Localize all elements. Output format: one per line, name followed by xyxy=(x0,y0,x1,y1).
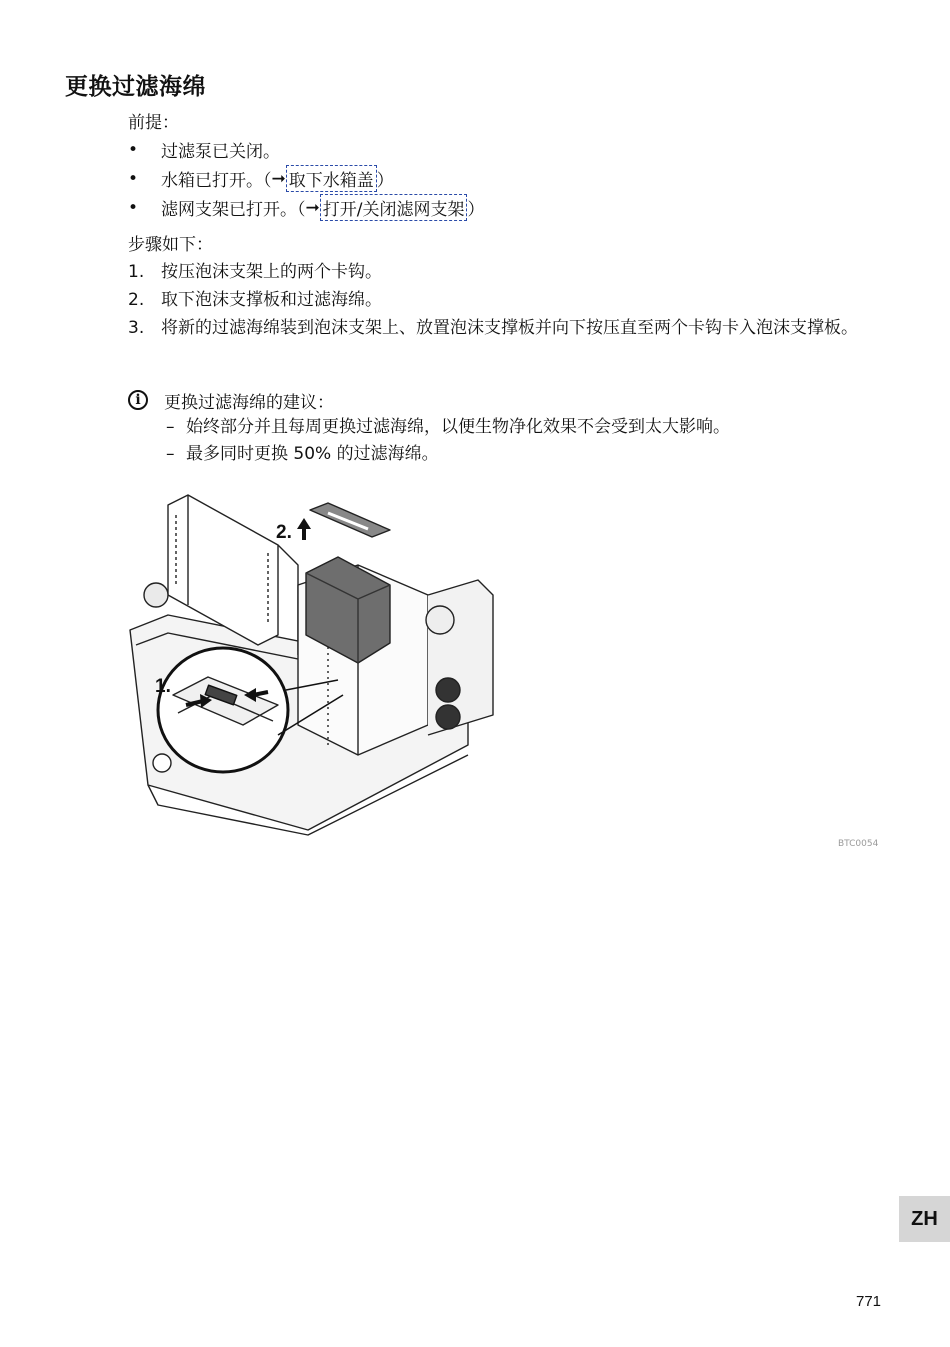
list-item xyxy=(128,135,484,164)
list-item-text: 水箱已打开。（ xyxy=(161,171,272,191)
step-1-label: 1. xyxy=(155,676,171,697)
page-title: 更换过滤海绵 xyxy=(65,74,206,100)
step-number: 2. xyxy=(128,290,145,310)
dash-icon: – xyxy=(166,417,175,437)
note-heading: 更换过滤海绵的建议： xyxy=(164,392,334,413)
step-item xyxy=(128,258,898,286)
tip-note xyxy=(128,386,888,468)
list-item-text: 滤网支架已打开。（ xyxy=(161,200,306,220)
link-remove-tank-cover[interactable]: 取下水箱盖 xyxy=(286,165,377,192)
note-item-text: 最多同时更换 50% 的过滤海绵。 xyxy=(186,444,439,464)
arrow-icon: ➞ xyxy=(271,168,286,189)
language-tab: ZH xyxy=(899,1196,950,1242)
step-number: 3. xyxy=(128,318,145,338)
prereq-label: 前提： xyxy=(128,113,179,133)
filter-replacement-illustration xyxy=(128,485,508,840)
note-item xyxy=(166,441,888,468)
note-item-text: 始终部分并且每周更换过滤海绵，以便生物净化效果不会受到太大影响。 xyxy=(186,417,730,437)
prereq-list xyxy=(128,135,484,222)
list-item xyxy=(128,164,484,193)
bullet-icon: • xyxy=(128,168,139,189)
info-icon: i xyxy=(128,390,148,410)
steps-label: 步骤如下： xyxy=(128,235,213,255)
note-item xyxy=(166,414,888,441)
step-item xyxy=(128,286,898,314)
paren-close: ） xyxy=(467,200,485,220)
bullet-icon: • xyxy=(128,197,139,218)
note-heading-row xyxy=(128,386,888,414)
step-2-label: 2. xyxy=(276,522,292,543)
step-text: 将新的过滤海绵装到泡沫支架上、放置泡沫支撑板并向下按压直至两个卡钩卡入泡沫支撑板。 xyxy=(161,318,858,338)
step-text: 取下泡沫支撑板和过滤海绵。 xyxy=(161,290,382,310)
step-text: 按压泡沫支架上的两个卡钩。 xyxy=(161,262,382,282)
note-list xyxy=(166,414,888,468)
list-item xyxy=(128,193,484,222)
page-number: 771 xyxy=(856,1293,882,1310)
dash-icon: – xyxy=(166,444,175,464)
figure-code: BTC0054 xyxy=(838,839,879,849)
bullet-icon: • xyxy=(128,139,139,160)
step-number: 1. xyxy=(128,262,145,282)
paren-close: ） xyxy=(376,171,394,191)
list-item-text: 过滤泵已关闭。 xyxy=(161,142,280,162)
step-item xyxy=(128,314,898,342)
arrow-icon: ➞ xyxy=(305,197,320,218)
steps-list xyxy=(128,258,898,342)
link-open-close-filter-holder[interactable]: 打开/关闭滤网支架 xyxy=(320,194,468,221)
